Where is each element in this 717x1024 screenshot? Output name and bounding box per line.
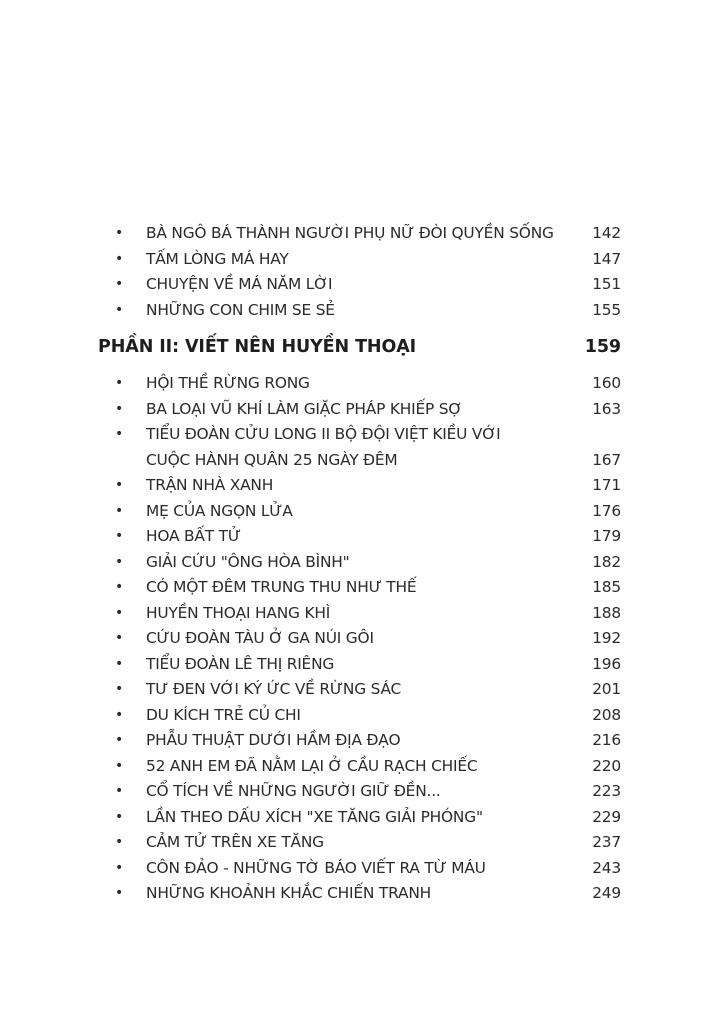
toc-entry-title: NHỮNG CON CHIM SE SẺ xyxy=(146,300,335,319)
toc-entry-page: 167 xyxy=(592,450,621,469)
toc-entry-title: CỨU ĐOÀN TÀU Ở GA NÚI GÔI xyxy=(146,629,374,647)
toc-entry xyxy=(100,728,621,754)
toc-entry-title: TIỂU ĐOÀN CỬU LONG II BỘ ĐỘI VIỆT KIỀU VỚI xyxy=(146,425,501,443)
toc-entry-title: GIẢI CỨU "ÔNG HÒA BÌNH" xyxy=(146,552,350,571)
toc-entry xyxy=(100,575,621,601)
toc-entry xyxy=(100,473,621,499)
toc-entry-title: 52 ANH EM ĐÃ NẰM LẠI Ở CẦU RẠCH CHIẾC xyxy=(146,756,478,775)
toc-entry xyxy=(100,703,621,729)
toc-entry-title: TƯ ĐEN VỚI KÝ ỨC VỀ RỪNG SÁC xyxy=(146,680,402,698)
bullet-icon: • xyxy=(115,375,124,391)
bullet-icon: • xyxy=(115,579,124,595)
toc-entry-page: 188 xyxy=(592,603,621,622)
toc-entry-title: HỘI THỀ RỪNG RONG xyxy=(146,374,310,392)
toc-entry-title: CHUYỆN VỀ MÁ NĂM LỜI xyxy=(146,275,333,293)
bullet-icon: • xyxy=(115,859,124,876)
bullet-icon: • xyxy=(115,426,124,442)
bullet-icon: • xyxy=(115,553,124,570)
toc-entry-title: PHẪU THUẬT DƯỚI HẦM ĐỊA ĐẠO xyxy=(146,731,401,749)
table-of-contents xyxy=(100,221,621,907)
toc-entry-title: MẸ CỦA NGỌN LỬA xyxy=(146,501,293,520)
toc-entry-page: 147 xyxy=(592,249,621,268)
toc-entry-page: 208 xyxy=(592,705,621,724)
toc-entry xyxy=(100,830,621,856)
toc-entry-page: 142 xyxy=(592,224,621,242)
bullet-icon: • xyxy=(115,630,124,646)
toc-entry-title: TRẬN NHÀ XANH xyxy=(146,476,274,494)
bullet-icon: • xyxy=(115,604,124,621)
toc-entry-title-continuation: CUỘC HÀNH QUÂN 25 NGÀY ĐÊM xyxy=(146,450,398,469)
toc-entry xyxy=(100,422,621,473)
toc-entry-title: TẤM LÒNG MÁ HAY xyxy=(146,249,289,268)
toc-entry-page: 176 xyxy=(592,501,621,520)
toc-entry-page: 192 xyxy=(592,629,621,647)
toc-entry-page: 163 xyxy=(592,399,621,418)
toc-entry-page: 243 xyxy=(592,858,621,877)
toc-entry xyxy=(100,247,621,273)
bullet-icon: • xyxy=(115,757,124,774)
section-page: 159 xyxy=(584,337,621,357)
toc-entry-page: 196 xyxy=(592,654,621,673)
toc-entry xyxy=(100,805,621,831)
bullet-icon: • xyxy=(115,808,124,825)
toc-entry xyxy=(100,779,621,805)
bullet-icon: • xyxy=(115,400,124,417)
toc-entry-title: CỔ TÍCH VỀ NHỮNG NGƯỜI GIỮ ĐỀN... xyxy=(146,782,441,800)
toc-entry-title: CẢM TỬ TRÊN XE TĂNG xyxy=(146,833,324,851)
toc-entry-page: 182 xyxy=(592,552,621,571)
toc-entry xyxy=(100,371,621,397)
toc-entry xyxy=(100,272,621,298)
section-title: PHẦN II: VIẾT NÊN HUYỀN THOẠI xyxy=(98,337,417,357)
toc-entry-page: 237 xyxy=(592,833,621,851)
bullet-icon: • xyxy=(115,681,124,697)
toc-entry-page: 216 xyxy=(592,731,621,749)
toc-entry-title: HUYỀN THOẠI HANG KHÌ xyxy=(146,603,331,622)
bullet-icon: • xyxy=(115,834,124,850)
toc-entry-page: 185 xyxy=(592,578,621,596)
toc-entry-title: BA LOẠI VŨ KHÍ LÀM GIẶC PHÁP KHIẾP SỢ xyxy=(146,399,463,418)
toc-entry xyxy=(100,881,621,907)
bullet-icon: • xyxy=(115,276,124,292)
toc-entry-page: 229 xyxy=(592,807,621,826)
bullet-icon: • xyxy=(115,706,124,723)
toc-entry-page: 201 xyxy=(592,680,621,698)
toc-entry xyxy=(100,550,621,576)
toc-entry-title: CÓ MỘT ĐÊM TRUNG THU NHƯ THẾ xyxy=(146,578,417,596)
bullet-icon: • xyxy=(115,885,124,901)
section-heading xyxy=(100,323,621,371)
toc-entry xyxy=(100,499,621,525)
toc-entry-title: BÀ NGÔ BÁ THÀNH NGƯỜI PHỤ NỮ ĐÒI QUYỀN SỐNG xyxy=(146,224,554,242)
toc-entry-title: LẦN THEO DẤU XÍCH "XE TĂNG GIẢI PHÓNG" xyxy=(146,807,483,826)
bullet-icon: • xyxy=(115,301,124,318)
toc-entry-title: CÔN ĐẢO - NHỮNG TỜ BÁO VIẾT RA TỪ MÁU xyxy=(146,858,486,877)
toc-entry-title: TIỂU ĐOÀN LÊ THỊ RIÊNG xyxy=(146,654,335,673)
toc-entry-title: HOA BẤT TỬ xyxy=(146,527,241,545)
toc-entry-page: 179 xyxy=(592,527,621,545)
toc-entry xyxy=(100,397,621,423)
toc-entry xyxy=(100,652,621,678)
toc-entry xyxy=(100,524,621,550)
bullet-icon: • xyxy=(115,655,124,672)
bullet-icon: • xyxy=(115,528,124,544)
bullet-icon: • xyxy=(115,502,124,519)
toc-entry xyxy=(100,677,621,703)
toc-entry-page: 155 xyxy=(592,300,621,319)
toc-entry xyxy=(100,601,621,627)
toc-entry xyxy=(100,221,621,247)
bullet-icon: • xyxy=(115,783,124,799)
toc-entry-page: 249 xyxy=(592,884,621,902)
toc-entry xyxy=(100,626,621,652)
toc-entry xyxy=(100,856,621,882)
bullet-icon: • xyxy=(115,732,124,748)
toc-entry xyxy=(100,298,621,324)
toc-entry-title: NHỮNG KHOẢNH KHẮC CHIẾN TRANH xyxy=(146,884,432,902)
bullet-icon: • xyxy=(115,250,124,267)
toc-entry-page: 151 xyxy=(592,275,621,293)
toc-entry-page: 171 xyxy=(592,476,621,494)
bullet-icon: • xyxy=(115,225,124,241)
toc-entry-page: 220 xyxy=(592,756,621,775)
toc-entry-title: DU KÍCH TRẺ CỦ CHI xyxy=(146,705,301,724)
toc-entry-page: 160 xyxy=(592,374,621,392)
bullet-icon: • xyxy=(115,477,124,493)
toc-entry xyxy=(100,754,621,780)
toc-entry-page: 223 xyxy=(592,782,621,800)
